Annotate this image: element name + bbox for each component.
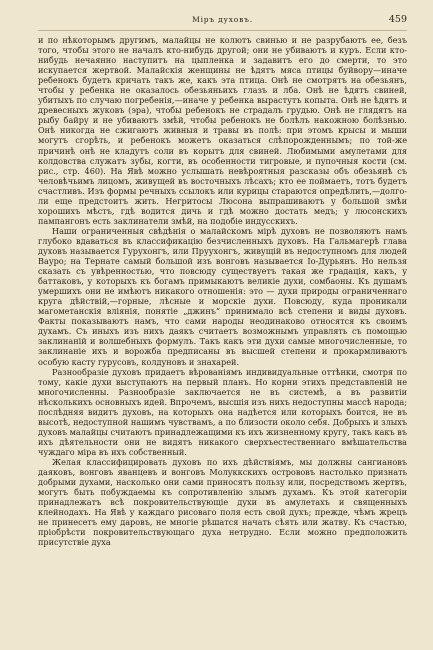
page-number: 459 (388, 14, 407, 25)
paragraph: Разнообразіе духовъ придаетъ вѣрованіямъ индивидуальные оттѣнки, смотря по тому, какіе духи выступаютъ на первый планъ. Но корни этихъ представленій не многочисленны. Разнообразіе заключается не въ системѣ, а въ развитіи нѣсколькихъ основныхъ идей. Впрочемъ, высшія изъ нихъ недоступны массѣ народа; послѣдняя видитъ духовъ, на которыхъ она надѣется или которыхъ боится, не въ высотѣ, недоступной нашимъ чувствамъ, а по близости около себя. Добрыхъ и злыхъ духовъ малайцы считаютъ принадлежащими къ ихъ жизненному кругу, такъ какъ въ ихъ дѣятельности они не видятъ никакого сверхъестественнаго вмѣшательства чуждаго міра въ ихъ собственный. (38, 366, 407, 457)
body-text (38, 35, 407, 547)
running-title: Міръ духовъ. (192, 15, 253, 24)
paragraph: Желая классифицировать духовъ по ихъ дѣйствіямъ, мы должны сангиановъ даяковъ, вонговъ яванцевъ и вонговъ Молуккскихъ острововъ настолько признать добрыми духами, насколько они сами приносятъ пользу или, посредствомъ жертвъ, могутъ быть побуждаемы къ сопротивленію злымъ духамъ. Къ этой категоріи принадлежатъ всѣ покровительствующіе духи въ амулетахъ и священныхъ клейнодахъ. На Явѣ у каждаго рисоваго поля есть свой духъ; прежде, чѣмъ жрецъ не принесетъ ему даровъ, не многіе рѣшатся начать сѣять или жатву. Къ счастью, пріобрѣсти покровительствующаго духа нетрудно. Если можно предположить присутствіе духа (38, 456, 407, 548)
paragraph: Наши ограниченныя свѣдѣнія о малайскомъ мірѣ духовъ не позволяютъ намъ глубоко вдаваться въ классификацію безчисленныхъ духовъ. На Гальмагерѣ глава духовъ называется Гурухонгъ, или Пруухонгъ, живущій въ недоступномъ для людей Вауро; на Тернате самый большой изъ вонговъ называется Іо-Дурьянъ. Но нельзя сказать съ увѣренностью, что повсюду существуетъ такая же градація, какъ, у баттаковъ, у которыхъ къ богамъ примыкаютъ великіе духи, сомбаоны. Къ душамъ умершихъ они не имѣютъ никакого отношенія: это — духи природы ограниченнаго круга дѣйствій,—горные, лѣсные и морскіе духи. Повсюду, куда проникали магометанскія влiянія, понятіе „джинъ“ принимало всѣ степени и виды духовъ. Факты показываютъ намъ, что сами народы неодинаково относятся къ своимъ духамъ. Съ иныхъ изъ нихъ даякъ считаетъ возможнымъ управлять съ помощью заклинаній и волшебныхъ формулъ. Такъ какъ эти духи самые многочисленные, то заклинаніе ихъ и ворожба предписаны въ высшей степени и прокармливаютъ особую касту гурусовъ, колдуновъ и знахарей. (38, 225, 407, 367)
page-header (38, 14, 407, 31)
paragraph: и по нѣкоторымъ другимъ, малайцы не колютъ свинью и не разрубаютъ ее, безъ того, чтобы этого не началъ кто-нибудь другой; они не убиваютъ и куръ. Если кто-нибудь нечаянно наступитъ на цыпленка и задавитъ его до смерти, то это искупается жертвой. Малайскія женщины не ѣдятъ мяса птицы буйвору—иначе ребенокъ будетъ кричать такъ же, какъ эта птица. Онѣ не смотрятъ на обезьянъ, чтобы у ребенка не оказалось обезьяньихъ глазъ и лба. Онѣ не ѣдятъ свиней, убитыхъ по случаю погребенія,—иначе у ребенка вырастутъ копыта. Онѣ не ѣдятъ и древесныхъ жуковъ (эра), чтобы ребенокъ не страдалъ грудью. Онѣ не глядятъ на рыбу байру и не убиваютъ змѣй, чтобы ребенокъ не болѣлъ накожною болѣзнью. Онѣ никогда не сжигаютъ живныя и травы въ полѣ: при этомъ крысы и мыши могутъ сгорѣть, и ребенокъ можетъ оказаться слѣпорожденнымъ; по той-же причинѣ онѣ не кладутъ соли въ корытъ для свиней. Любимыми амулетами для колдовства служатъ зубы, когти, въ особенности тигровые, и пупочныя кости (см. рис., стр. 460). На Явѣ можно услышать невѣроятныя разсказы объ обезьянѣ съ человѣчьимъ лицомъ, живущей въ восточныхъ лѣсахъ; кто ее поймаетъ, тотъ будетъ счастливъ. Изъ формы речныхъ ссылокъ или курицы стараются опредѣлить,—долго-ли еще предстоитъ жить. Негритосы Люсона выпрашиваютъ у большой змѣи хорошихъ мѣстъ, гдѣ водится дичь и гдѣ можно достать медъ; у люсонскихъ пампангонъ есть заклинатели змѣй, на подобіе индусскихъ. (38, 35, 407, 226)
